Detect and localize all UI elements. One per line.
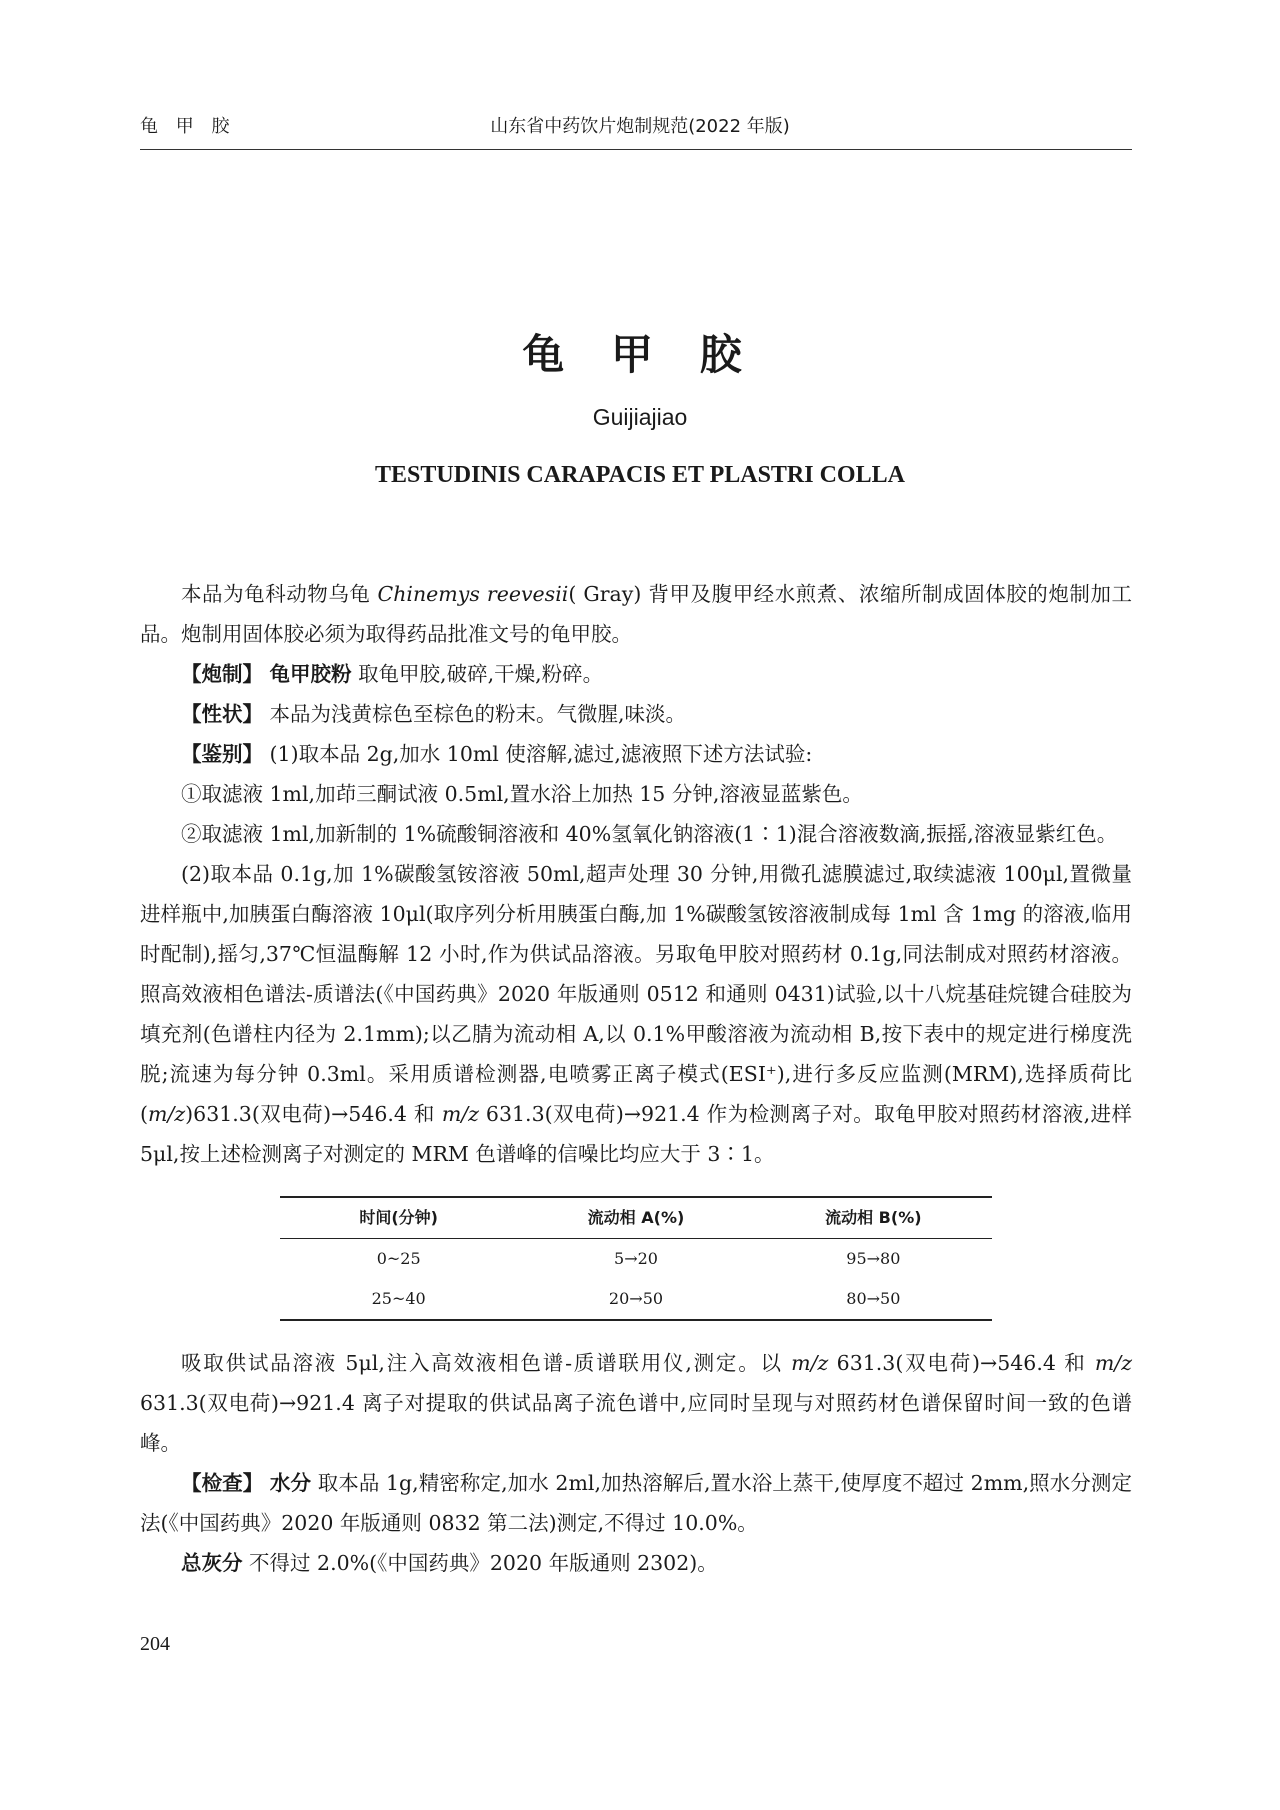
description-text: 本品为浅黄棕色至棕色的粉末。气微腥,味淡。 xyxy=(269,702,687,726)
description-label: 【性状】 xyxy=(181,702,263,726)
mz-symbol: m/z xyxy=(1094,1351,1132,1375)
column-header: 流动相 A(%) xyxy=(517,1197,754,1239)
result-text-c: 631.3(双电荷)→921.4 离子对提取的供试品离子流色谱中,应同时呈现与对照药材色谱保留时间一致的色谱峰。 xyxy=(140,1391,1132,1455)
test-2-text-c: 631.3(双电荷)→921.4 作为检测离子对。取龟甲胶对照药材溶液,进样 5μl,按上述检测离子对测定的 MRM 色谱峰的信噪比均应大于 3∶1。 xyxy=(140,1102,1132,1166)
table-cell: 25~40 xyxy=(280,1279,517,1320)
header-rule xyxy=(140,149,1132,150)
running-header-left: 龟 甲 胶 xyxy=(140,116,236,137)
table-cell: 20→50 xyxy=(517,1279,754,1320)
species-name: Chinemys reevesii xyxy=(377,582,569,606)
column-header: 流动相 B(%) xyxy=(755,1197,992,1239)
page-number: 204 xyxy=(140,1633,170,1655)
identification-test-1: (1)取本品 2g,加水 10ml 使溶解,滤过,滤液照下述方法试验: xyxy=(269,742,813,766)
identification-test-2 xyxy=(140,854,1132,1174)
running-header-title: 山东省中药饮片炮制规范(2022 年版) xyxy=(490,116,790,137)
inspection-paragraph xyxy=(140,1463,1132,1543)
mz-symbol: m/z xyxy=(791,1351,829,1375)
intro-text-a: 本品为龟科动物乌龟 xyxy=(181,582,378,606)
table-cell: 80→50 xyxy=(755,1279,992,1320)
table-row xyxy=(280,1239,992,1280)
pinyin-name: Guijiajiao xyxy=(592,404,688,430)
inspection-label: 【检查】 xyxy=(181,1471,264,1495)
processing-item: 龟甲胶粉 xyxy=(269,662,352,686)
identification-test-2-result xyxy=(140,1343,1132,1463)
processing-paragraph xyxy=(140,654,1132,694)
description-paragraph xyxy=(140,694,1132,734)
mz-symbol: m/z xyxy=(148,1102,186,1126)
total-ash-text: 不得过 2.0%(《中国药典》2020 年版通则 2302)。 xyxy=(249,1551,718,1575)
identification-label: 【鉴别】 xyxy=(181,742,263,766)
processing-text: 取龟甲胶,破碎,干燥,粉碎。 xyxy=(358,662,604,686)
latin-name: TESTUDINIS CARAPACIS ET PLASTRI COLLA xyxy=(375,462,905,488)
mz-symbol: m/z xyxy=(441,1102,479,1126)
test-2-text-b: )631.3(双电荷)→546.4 和 xyxy=(185,1102,442,1126)
result-text-a: 吸取供试品溶液 5μl,注入高效液相色谱-质谱联用仪,测定。以 xyxy=(181,1351,792,1375)
moisture-item: 水分 xyxy=(269,1471,312,1495)
intro-text-b: ( Gray) 背甲及腹甲经水煎煮、浓缩所制成固体胶的炮制加工品。炮制用固体胶必须为取得药品批准文号的龟甲胶。 xyxy=(140,582,1132,646)
total-ash-label: 总灰分 xyxy=(181,1551,243,1575)
intro-paragraph xyxy=(140,574,1132,654)
moisture-text: 取本品 1g,精密称定,加水 2ml,加热溶解后,置水浴上蒸干,使厚度不超过 2mm,照水分测定法(《中国药典》2020 年版通则 0832 第二法)测定,不得过 10.0%。 xyxy=(140,1471,1132,1535)
table-row xyxy=(280,1279,992,1320)
table-cell: 95→80 xyxy=(846,1249,901,1268)
table-cell: 5→20 xyxy=(614,1249,658,1268)
gradient-table xyxy=(280,1196,992,1321)
monograph-title: 龟 甲 胶 xyxy=(522,330,758,379)
total-ash-paragraph xyxy=(140,1543,1132,1583)
table-header-row xyxy=(280,1197,992,1239)
result-text-b: 631.3(双电荷)→546.4 和 xyxy=(828,1351,1095,1375)
table-cell: 0~25 xyxy=(376,1249,421,1268)
identification-sub-1: ①取滤液 1ml,加茚三酮试液 0.5ml,置水浴上加热 15 分钟,溶液显蓝紫色。 xyxy=(181,782,863,806)
processing-label: 【炮制】 xyxy=(181,662,263,686)
test-2-text-a: (2)取本品 0.1g,加 1%碳酸氢铵溶液 50ml,超声处理 30 分钟,用微孔滤膜滤过,取续滤液 100μl,置微量进样瓶中,加胰蛋白酶溶液 10μl(取序列分析用胰蛋白酶,加 1%碳酸氢铵溶液制成每 1ml 含 1mg 的溶液,临用时配制),摇匀,37℃恒温酶解 12 小时,作为供试品溶液。另取龟甲胶对照药材 0.1g,同法制成对照药材溶液。照高效液相色谱法-质谱法(《中国药典》2020 年版通则 0512 和通则 0431)试验,以十八烷基硅烷键合硅胶为填充剂(色谱柱内径为 2.1mm);以乙腈为流动相 A,以 0.1%甲酸溶液为流动相 B,按下表中的规定进行梯度洗脱;流速为每分钟 0.3ml。采用质谱检测器,电喷雾正离子模式(ESI⁺),进行多反应监测(MRM),选择质荷比( xyxy=(140,862,1132,1126)
identification-paragraph xyxy=(140,734,1132,774)
column-header: 时间(分钟) xyxy=(280,1197,517,1239)
identification-sub-2: ②取滤液 1ml,加新制的 1%硫酸铜溶液和 40%氢氧化钠溶液(1∶1)混合溶液数滴,振摇,溶液显紫红色。 xyxy=(181,822,1118,846)
monograph-body xyxy=(140,574,1132,1583)
